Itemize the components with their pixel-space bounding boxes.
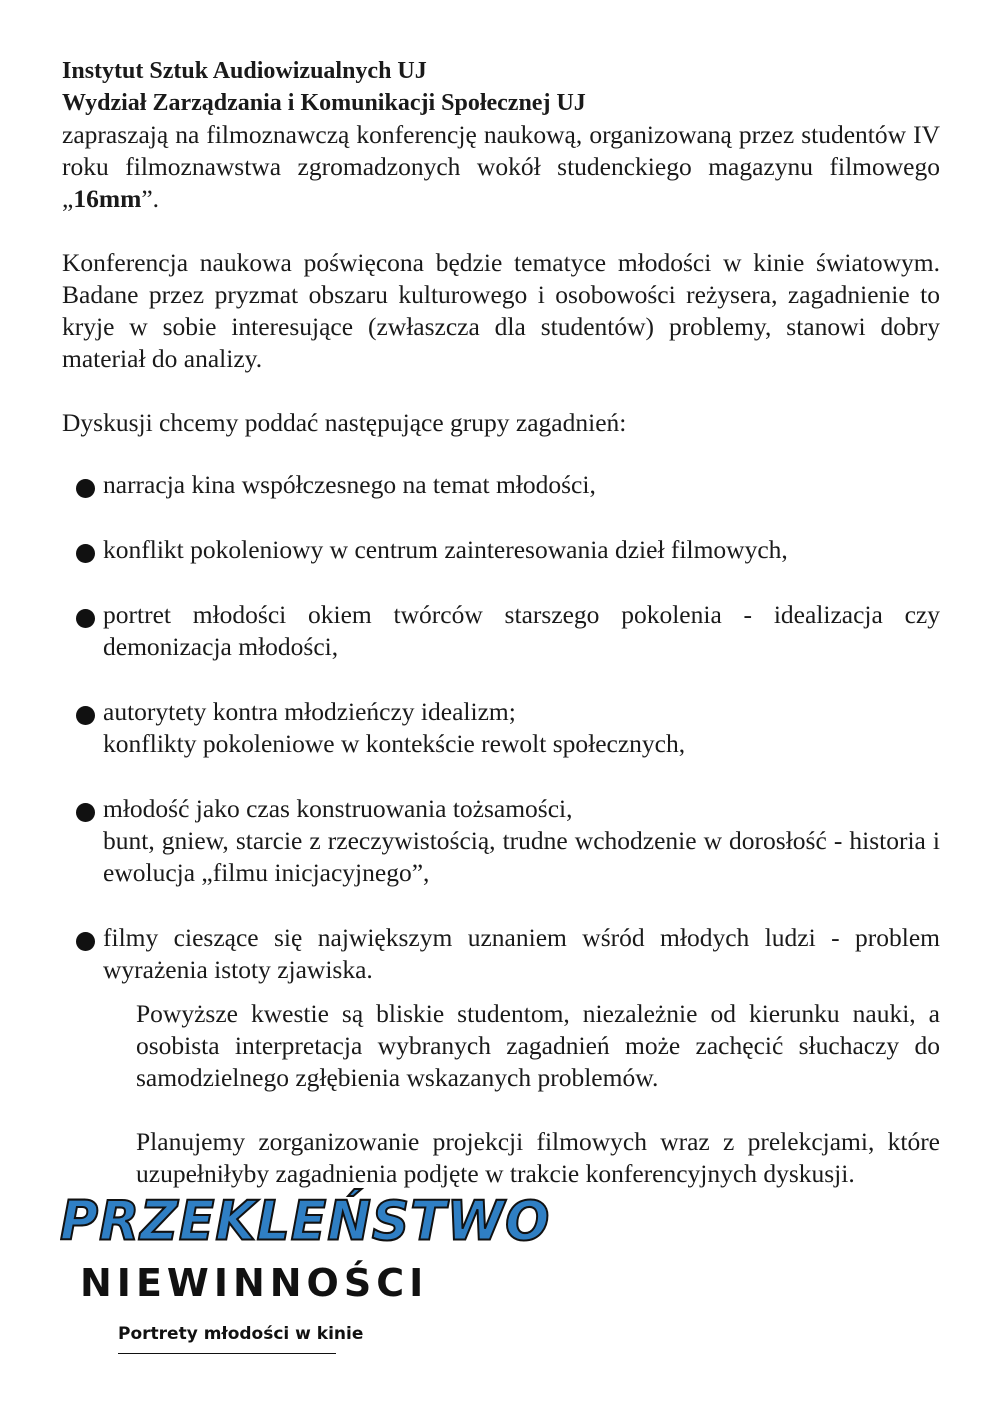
bullet-icon <box>76 706 95 725</box>
conference-description: Konferencja naukowa poświęcona będzie tematyce młodości w kinie światowym. Badane przez pryzmat obszaru kulturowego i osobowości reżysera, zagadnienie to kryje w sobie interesujące (zwłaszcza dla studentów) problemy, stanowi dobry materiał do analizy. <box>62 248 940 373</box>
magazine-name: 16mm <box>73 184 142 213</box>
bullet-icon <box>76 803 95 822</box>
topic-item <box>62 469 940 501</box>
topic-text: narracja kina współczesnego na temat młodości, <box>103 470 596 499</box>
topics-lead: Dyskusji chcemy poddać następujące grupy zagadnień: <box>62 408 627 437</box>
intro-text: zapraszają na filmoznawczą konferencję naukową, organizowaną przez studentów IV roku filmoznawstwa zgromadzonych wokół studenckiego magazynu filmowego „ <box>62 120 940 213</box>
event-logo <box>60 1190 551 1370</box>
logo-tagline: Portrety młodości w kinie <box>118 1324 364 1344</box>
topic-text: młodość jako czas konstruowania tożsamości, <box>103 794 573 823</box>
topic-text: konflikt pokoleniowy w centrum zainteresowania dzieł filmowych, <box>103 535 788 564</box>
topic-item <box>62 534 940 566</box>
bullet-icon <box>76 932 95 951</box>
document-body <box>62 55 940 1190</box>
intro-end: ”. <box>141 184 160 213</box>
topic-item <box>62 599 940 663</box>
logo-title-top: PRZEKLEŃSTWO <box>60 1190 551 1254</box>
topic-text: portret młodości okiem twórców starszego pokolenia - idealizacja czy demonizacja młodości, <box>103 600 940 661</box>
bullet-icon <box>76 544 95 563</box>
intro-paragraph <box>62 119 940 215</box>
organizer-1: Instytut Sztuk Audiowizualnych UJ <box>62 58 427 84</box>
closing-paragraph-1: Powyższe kwestie są bliskie studentom, niezależnie od kierunku nauki, a osobista interpretacja wybranych zagadnień może zachęcić słuchaczy do samodzielnego zgłębienia wskazanych problemów. <box>136 999 940 1092</box>
topic-item <box>62 696 940 760</box>
closing-section <box>62 998 940 1190</box>
bullet-icon <box>76 479 95 498</box>
topic-text: bunt, gniew, starcie z rzeczywistością, trudne wchodzenie w dorosłość - historia i ewolucja „filmu inicjacyjnego”, <box>103 826 940 887</box>
topics-list <box>62 469 940 986</box>
logo-title-bottom: NIEWINNOŚCI <box>80 1261 429 1305</box>
topic-text: filmy cieszące się największym uznaniem wśród młodych ludzi - problem wyrażenia istoty zjawiska. <box>103 923 940 984</box>
logo-underline <box>118 1353 336 1354</box>
topic-text: konflikty pokoleniowe w kontekście rewolt społecznych, <box>103 729 686 758</box>
bullet-icon <box>76 609 95 628</box>
topic-item <box>62 793 940 889</box>
closing-paragraph-2: Planujemy zorganizowanie projekcji filmowych wraz z prelekcjami, które uzupełniłyby zagadnienia podjęte w trakcie konferencyjnych dyskusji. <box>136 1127 940 1188</box>
organizer-2: Wydział Zarządzania i Komunikacji Społecznej UJ <box>62 90 586 116</box>
topic-text: autorytety kontra młodzieńczy idealizm; <box>103 697 516 726</box>
topic-item <box>62 922 940 986</box>
